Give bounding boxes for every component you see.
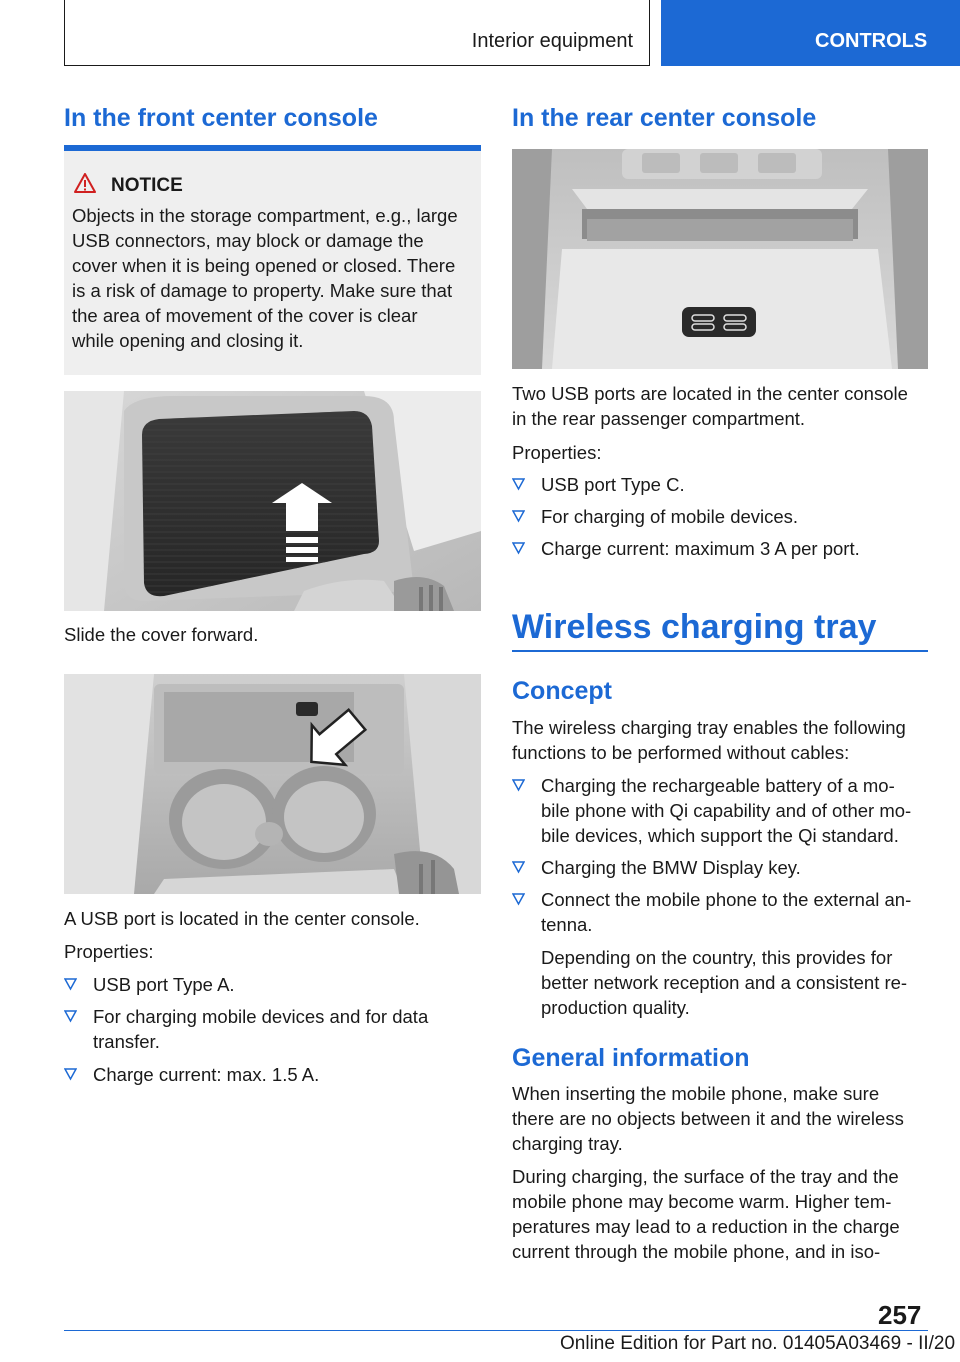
front-console-usb-image [64,674,481,894]
list-item: Charging the rechargeable battery of a mo- bile phone with Qi capability and of other mo- bile devices, which support the Qi standard. [512,773,928,848]
notice-box [64,145,481,375]
triangle-bullet-icon [64,978,77,991]
list-item: USB port Type A. [64,972,481,997]
list-item: For charging of mobile devices. [512,504,928,529]
list-item: Charge current: maximum 3 A per port. [512,536,928,561]
list-item: Charge current: max. 1.5 A. [64,1062,481,1087]
properties-label-front: Properties: [64,941,154,962]
triangle-bullet-icon [64,1068,77,1081]
edition-footer: Online Edition for Part no. 01405A03469 - II/20 [560,1333,956,1354]
concept-heading: Concept [512,677,612,705]
properties-label-rear: Properties: [512,442,602,463]
triangle-bullet-icon [512,510,525,523]
antenna-note: Depending on the country, this provides for better network reception and a consistent re- production quality. [541,947,908,1018]
page-number: 257 [878,1300,922,1330]
triangle-bullet-icon [512,542,525,555]
list-item: Charging the BMW Display key. [512,855,928,880]
warning-triangle-icon [74,173,96,193]
general-info-para2: During charging, the surface of the tray and the mobile phone may become warm. Higher tem- peratures may lead to a reduction in the charge current through the mobile phone, and in iso- [512,1166,900,1262]
triangle-bullet-icon [512,861,525,874]
wireless-charging-title: Wireless charging tray [512,608,877,646]
general-info-heading: General information [512,1044,750,1072]
caption-usb-rear: Two USB ports are located in the center console in the rear passenger compartment. [512,383,908,429]
rear-console-usb-image [512,149,928,369]
concept-intro: The wireless charging tray enables the following functions to be performed without cables: [512,717,906,763]
list-item: For charging mobile devices and for data transfer. [64,1004,481,1054]
triangle-bullet-icon [512,893,525,906]
list-item: USB port Type C. [512,472,928,497]
triangle-bullet-icon [512,478,525,491]
notice-title: NOTICE [111,175,183,196]
triangle-bullet-icon [64,1010,77,1023]
list-item: Connect the mobile phone to the external an- tenna. [512,887,928,937]
section-title: Interior equipment [471,30,633,52]
chapter-title: CONTROLS [815,30,928,52]
footer-divider [64,1330,928,1331]
title-divider [512,650,928,652]
rear-console-heading: In the rear center console [512,104,817,132]
caption-slide-cover: Slide the cover forward. [64,624,259,645]
header-chapter-tab [661,0,960,66]
caption-usb-front: A USB port is located in the center console. [64,908,420,929]
general-info-para1: When inserting the mobile phone, make sure there are no objects between it and the wireless charging tray. [512,1083,904,1154]
triangle-bullet-icon [512,779,525,792]
header-section-box [64,0,650,66]
front-console-cover-image [64,391,481,611]
notice-text: Objects in the storage compartment, e.g., large USB connectors, may block or damage the cover when it is being opened or closed. There is a risk of damage to property. Make sure that the area of movement of the cover is clear while opening and closing it. [72,205,458,351]
front-console-heading: In the front center console [64,104,378,132]
